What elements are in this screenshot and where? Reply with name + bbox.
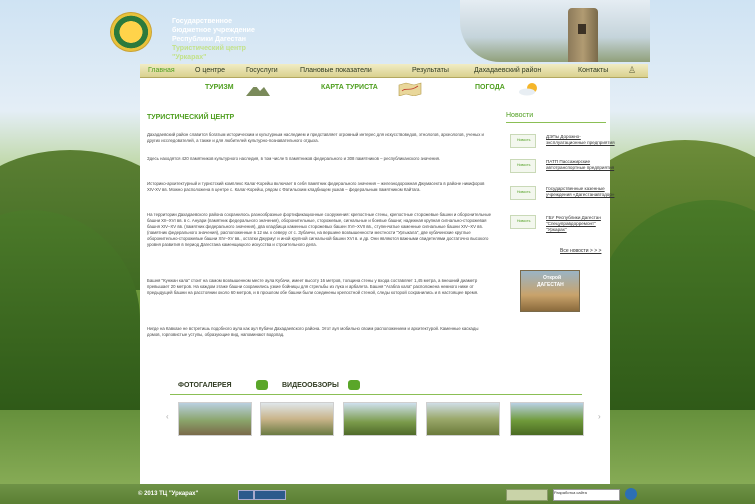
main-nav [140, 64, 648, 78]
article-paragraph: Дахадаевский район славится богатым историческим и культурным наследием и представляет огромный интерес для искусствоведов, этнологов, археологов, ученых и других исследователей, а также и для любителей культурно-познавательного отдыха. [147, 132, 484, 143]
nav-item-about[interactable]: О центре [195, 67, 226, 74]
divider [170, 394, 582, 395]
nav-item-plan[interactable]: Плановые показатели [300, 67, 372, 74]
gallery-thumb[interactable] [343, 402, 417, 436]
nav-item-home[interactable]: Главная [148, 67, 175, 74]
news-link[interactable]: ДЭПы Дорожно-эксплуатационные предприятия [546, 134, 615, 145]
mountain-icon[interactable] [246, 82, 270, 96]
map-icon[interactable] [398, 82, 422, 96]
header-image [460, 0, 650, 62]
news-link[interactable]: ГБУ Республики Дагестан "Спецуправдорремонт" "Уркарах" [546, 215, 601, 232]
nav-item-services[interactable]: Госуслуги [246, 67, 278, 74]
divider [506, 122, 606, 123]
gallery-thumb[interactable] [426, 402, 500, 436]
weather-link[interactable]: ПОГОДА [475, 84, 505, 91]
banner-text: ДАГЕСТАН [537, 282, 564, 288]
video-icon [348, 380, 360, 390]
article-paragraph: На территории Дахадаевского района сохранилось разнообразные фортификационные сооружения: крепостные стены, крепостные сторожевые башни и оборонительные башни XII–XVI вв. в с. Ануари (памятник федерального значения), оборонительные, сторожевые, сигнальные и боевые башни; надежная крупная сигнально-сторожевая башня XIV–XV вв. (памятник федерального значения), два кладбища каменных сторожевых башен XVI–XVII вв., ступенчатые каменные сигнальные башни XIV–XV вв. (памятник федерального значения), расположенные в 12 км. к северу от с. Зубанчи, на вершине возвышенности местности "Ургыкала", две кубачинские круглые оборонительно-сторожевые башни XIV–XV вв., остатки Джурмуг и иной крупной сигнальной башни XVI в. и др. Они являются важными свидетелями достаточно высокого уровня развития в период Дагестана каменщицкого искусства и строительного дела. [147, 212, 491, 247]
news-thumbnail[interactable]: Новость [510, 159, 536, 173]
tourist-map-link[interactable]: КАРТА ТУРИСТА [321, 84, 378, 91]
counter-badge[interactable] [254, 490, 286, 500]
banner-text: Открой [543, 275, 562, 281]
globe-icon[interactable] [625, 488, 637, 500]
camera-icon [256, 380, 268, 390]
news-thumbnail[interactable]: Новость [510, 186, 536, 200]
site-footer [0, 484, 755, 504]
person-icon: ♙ [628, 65, 637, 75]
emblem-icon[interactable] [110, 12, 152, 52]
sun-icon[interactable] [518, 82, 542, 96]
tourism-link[interactable]: ТУРИЗМ [205, 84, 234, 91]
tower-image [568, 8, 598, 62]
discover-dagestan-banner[interactable] [520, 270, 580, 312]
nav-item-results[interactable]: Результаты [412, 67, 449, 74]
news-thumbnail[interactable]: Новость [510, 134, 536, 148]
site-header [110, 0, 648, 64]
video-reviews-link[interactable]: ВИДЕООБЗОРЫ [282, 382, 339, 389]
article-paragraph: Башня "Кунжан кала" стоит на самом возвышенном месте аула Кубачи, имеет высоту 16 метров, толщина стены у входа составляет 1,45 метра, а внешний диаметр превышает 20 метров. На каждом этаже башни сохранились узкие бойницы для стрельбы из лука и арбалета. Башня "Агабла кала" расположена немного ниже от предыдущей башни на расстоянии около 60 метров, и в прошлом обе башни были соединены крепостной стеной, следы которой сохранились и в настоящее время. [147, 278, 479, 295]
org-line: Республики Дагестан [172, 36, 246, 43]
photo-gallery-link[interactable]: ФОТОГАЛЕРЕЯ [178, 382, 232, 389]
news-heading: Новости [506, 112, 534, 119]
footer-widget[interactable] [506, 489, 548, 501]
article-paragraph: Нигде на Кавказе не встретишь подобного аула как аул Кубачи Дахадаевского района. Этот аул мобильно своим расположением и архитектурой. Каменные каскады домов, горловистые уступы, образующие вид, напоминают водопад. [147, 326, 479, 337]
news-link[interactable]: Государственные казенные учреждения «Дагестанавтодор» [546, 186, 615, 197]
copyright: © 2013 ТЦ "Уркарах" [138, 491, 199, 497]
news-thumbnail[interactable]: Новость [510, 215, 536, 229]
developer-link[interactable]: Разработка сайта [553, 489, 620, 501]
org-line: бюджетное учреждение [172, 27, 255, 34]
all-news-link[interactable]: Все новости > > > [560, 248, 602, 254]
nav-item-contacts[interactable]: Контакты [578, 67, 609, 74]
counter-badge[interactable] [238, 490, 254, 500]
page-title: ТУРИСТИЧЕСКИЙ ЦЕНТР [147, 114, 235, 121]
article-paragraph: Здесь находятся 420 памятников культурного наследия, в том числе 5 памятников федерального и 308 памятников – республиканского значения. [147, 156, 441, 161]
org-line: "Уркарах" [172, 54, 207, 61]
org-name [172, 17, 332, 62]
gallery-thumb[interactable] [260, 402, 334, 436]
gallery-thumb[interactable] [178, 402, 252, 436]
chevron-right-icon[interactable]: › [598, 412, 601, 421]
nav-item-district[interactable]: Дахадаевский район [474, 67, 542, 74]
article-paragraph: Историко-архитектурный и туристский комплекс Калаг-Корейш включает в себя памятник федерального значения – железнодорожная Джумасекта в районе никифоров XIV-XV вв. Можно расположена в центре с. Калаг-Корейш, рядом с Фатильским кладбищем ушкав – федеральным памятником Кайтага. [147, 181, 485, 192]
news-link[interactable]: ПАТП Пассажирские автотранспортные предприятия [546, 159, 615, 170]
org-line: Туристический центр [172, 45, 246, 52]
org-line: Государственное [172, 18, 233, 25]
gallery-thumb[interactable] [510, 402, 584, 436]
chevron-left-icon[interactable]: ‹ [166, 412, 169, 421]
main-content [140, 78, 615, 484]
